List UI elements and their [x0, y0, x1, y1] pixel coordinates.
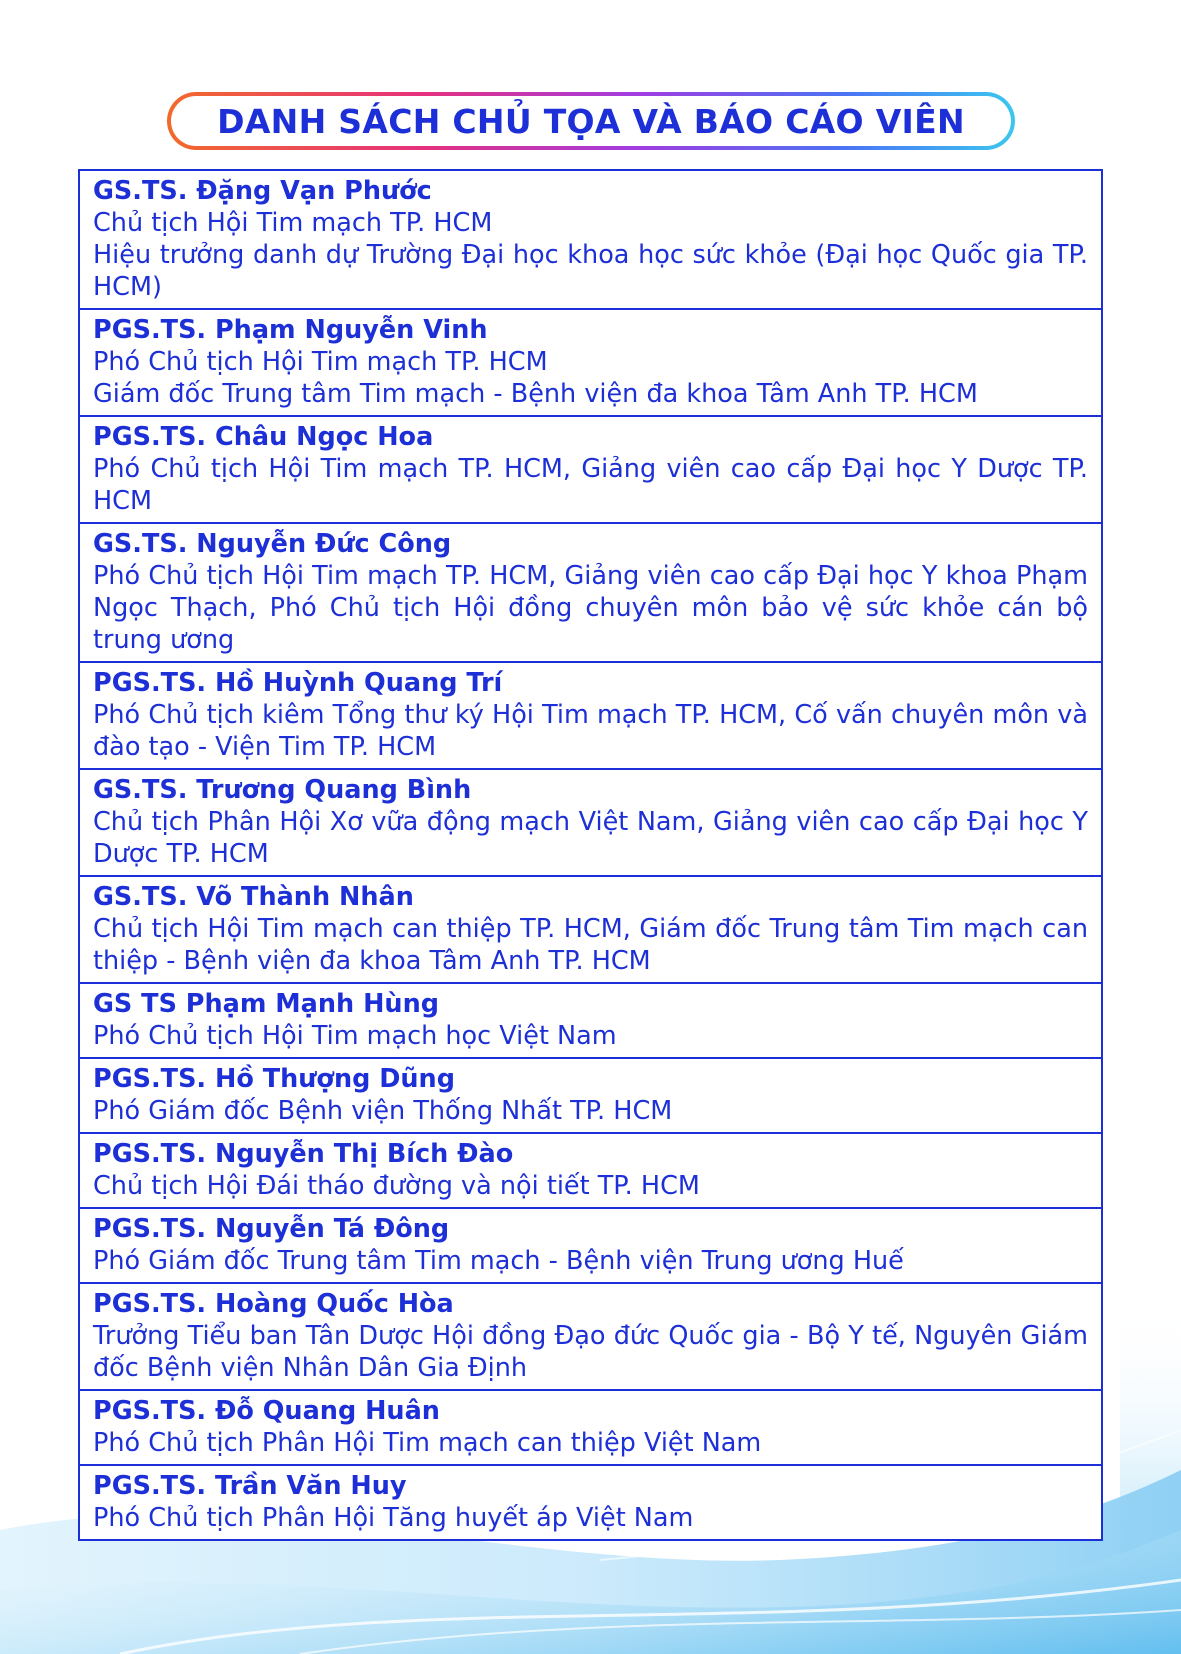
speaker-list [78, 169, 1103, 1541]
speaker-role: Chủ tịch Hội Đái tháo đường và nội tiết TP. HCM [93, 1171, 700, 1201]
speaker-entry [80, 171, 1101, 308]
speaker-role: Phó Chủ tịch Hội Tim mạch học Việt Nam [93, 1021, 617, 1051]
speaker-entry [80, 308, 1101, 415]
speaker-entry [80, 875, 1101, 982]
speaker-role: Phó Chủ tịch Phân Hội Tim mạch can thiệp Việt Nam [93, 1428, 762, 1458]
speaker-name: GS.TS. Đặng Vạn Phước [93, 176, 432, 206]
speaker-role: Phó Chủ tịch kiêm Tổng thư ký Hội Tim mạch TP. HCM, Cố vấn chuyên môn và đào tạo - Viện Tim TP. HCM [93, 700, 1088, 762]
speaker-role: Phó Giám đốc Bệnh viện Thống Nhất TP. HCM [93, 1096, 673, 1126]
speaker-name: PGS.TS. Nguyễn Thị Bích Đào [93, 1139, 514, 1169]
speaker-name: GS.TS. Võ Thành Nhân [93, 882, 414, 912]
speaker-role: Chủ tịch Phân Hội Xơ vữa động mạch Việt Nam, Giảng viên cao cấp Đại học Y Dược TP. HCM [93, 807, 1088, 869]
speaker-entry [80, 1057, 1101, 1132]
speaker-role: Phó Chủ tịch Hội Tim mạch TP. HCM, Giảng viên cao cấp Đại học Y Dược TP. HCM [93, 454, 1088, 516]
speaker-name: PGS.TS. Nguyễn Tá Đông [93, 1214, 450, 1244]
heading-banner [167, 92, 1015, 150]
speaker-role: Giám đốc Trung tâm Tim mạch - Bệnh viện đa khoa Tâm Anh TP. HCM [93, 379, 978, 409]
speaker-entry [80, 1464, 1101, 1539]
speaker-role: Phó Giám đốc Trung tâm Tim mạch - Bệnh viện Trung ương Huế [93, 1246, 904, 1276]
speaker-name: GS.TS. Nguyễn Đức Công [93, 529, 452, 559]
speaker-role: Hiệu trưởng danh dự Trường Đại học khoa học sức khỏe (Đại học Quốc gia TP. HCM) [93, 240, 1088, 302]
speaker-entry [80, 1207, 1101, 1282]
speaker-role: Chủ tịch Hội Tim mạch can thiệp TP. HCM, Giám đốc Trung tâm Tim mạch can thiệp - Bệnh viện đa khoa Tâm Anh TP. HCM [93, 914, 1088, 976]
speaker-entry [80, 661, 1101, 768]
speaker-entry [80, 982, 1101, 1057]
speaker-entry [80, 1282, 1101, 1389]
speaker-name: PGS.TS. Châu Ngọc Hoa [93, 422, 434, 452]
speaker-entry [80, 415, 1101, 522]
speaker-name: GS TS Phạm Mạnh Hùng [93, 989, 439, 1019]
speaker-role: Phó Chủ tịch Phân Hội Tăng huyết áp Việt Nam [93, 1503, 694, 1533]
speaker-name: PGS.TS. Trần Văn Huy [93, 1471, 407, 1501]
speaker-role: Chủ tịch Hội Tim mạch TP. HCM [93, 208, 493, 238]
speaker-name: PGS.TS. Hoàng Quốc Hòa [93, 1289, 454, 1319]
speaker-entry [80, 1389, 1101, 1464]
speaker-entry [80, 768, 1101, 875]
speaker-role: Phó Chủ tịch Hội Tim mạch TP. HCM, Giảng viên cao cấp Đại học Y khoa Phạm Ngọc Thạch, Phó Chủ tịch Hội đồng chuyên môn bảo vệ sức khỏe cán bộ trung ương [93, 561, 1088, 655]
speaker-role: Phó Chủ tịch Hội Tim mạch TP. HCM [93, 347, 548, 377]
speaker-entry [80, 1132, 1101, 1207]
speaker-role: Trưởng Tiểu ban Tân Dược Hội đồng Đạo đức Quốc gia - Bộ Y tế, Nguyên Giám đốc Bệnh viện Nhân Dân Gia Định [93, 1321, 1088, 1383]
speaker-entry [80, 522, 1101, 661]
page-title: DANH SÁCH CHỦ TỌA VÀ BÁO CÁO VIÊN [217, 101, 965, 141]
speaker-name: PGS.TS. Hồ Huỳnh Quang Trí [93, 668, 503, 698]
speaker-name: PGS.TS. Phạm Nguyễn Vinh [93, 315, 488, 345]
speaker-name: PGS.TS. Hồ Thượng Dũng [93, 1064, 455, 1094]
speaker-name: GS.TS. Trương Quang Bình [93, 775, 472, 805]
speaker-name: PGS.TS. Đỗ Quang Huân [93, 1396, 440, 1426]
